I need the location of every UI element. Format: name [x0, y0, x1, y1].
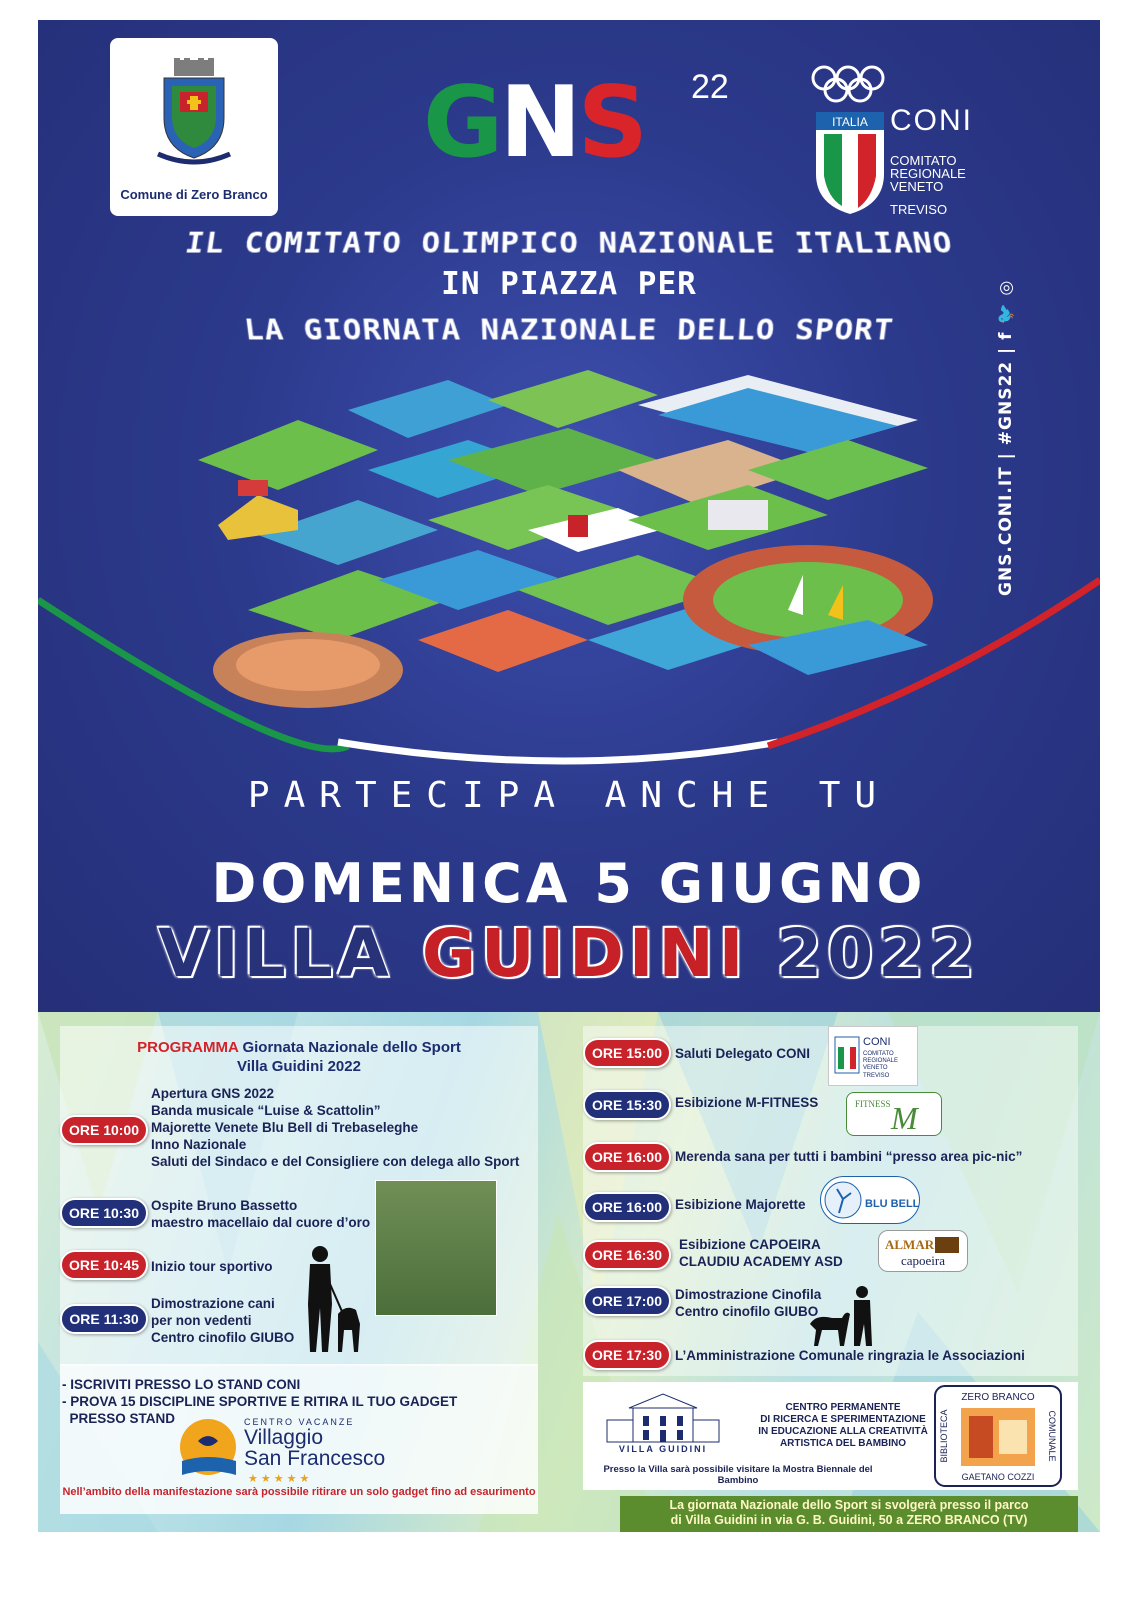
event-item: Dimostrazione cani per non vedenti Centro cinofilo GIUBO: [151, 1296, 295, 1345]
time-pill: ORE 10:30: [60, 1198, 148, 1228]
rating-stars: ★★★★★: [248, 1472, 313, 1485]
time-pill: ORE 17:30: [583, 1340, 671, 1370]
headline-line-1: IL COMITATO OLIMPICO NAZIONALE ITALIANO: [182, 225, 956, 261]
event-item: Ospite Bruno Bassetto maestro macellaio dal cuore d’oro: [151, 1198, 371, 1230]
note-line-1: - ISCRIVITI PRESSO LO STAND CONI: [62, 1377, 301, 1392]
time-pill: ORE 10:45: [60, 1250, 148, 1280]
fitness-logo-icon: [847, 1093, 941, 1135]
biblioteca-logo-icon: [933, 1384, 1063, 1488]
guest-photo: [375, 1180, 497, 1316]
svg-text:COMUNALE: COMUNALE: [1047, 1410, 1057, 1462]
svg-text:BLU BELL: BLU BELL: [865, 1198, 919, 1210]
svg-text:BIBLIOTECA: BIBLIOTECA: [939, 1409, 949, 1463]
headline-line-3: LA GIORNATA NAZIONALE DELLO SPORT: [242, 312, 896, 348]
svg-text:REGIONALE: REGIONALE: [863, 1058, 899, 1064]
villa-centre-card: [583, 1382, 1078, 1490]
event-item: Saluti Delegato CONI: [675, 1046, 811, 1061]
time-pill: ORE 15:00: [583, 1038, 671, 1068]
programme-section: [38, 1012, 1100, 1532]
coni-shield-icon: [829, 1027, 917, 1085]
gns-letter-n: N: [499, 66, 578, 180]
centre-exhibition-note: Presso la Villa sarà possibile visitare la Mostra Biennale del Bambino: [603, 1464, 873, 1486]
svg-text:CONI: CONI: [863, 1036, 891, 1048]
note-line-3: PRESSO STAND: [62, 1411, 176, 1426]
comune-label: Comune di Zero Branco: [120, 187, 268, 202]
sun-logo-icon: [178, 1417, 240, 1487]
venue-part-3: 2022: [776, 915, 980, 992]
event-venue: [38, 915, 1100, 992]
capoeira-logo: [878, 1230, 968, 1272]
location-text: La giornata Nazionale dello Sport si svolgerà presso il parco di Villa Guidini in via G. B. Guidini, 50 a ZERO BRANCO (TV): [669, 1498, 1029, 1527]
event-item: Apertura GNS 2022 Banda musicale “Luise & Scattolin” Majorette Venete Blu Bell di Trebaseleghe Inno Nazionale Saluti del Sindaco e del Consigliere con delega allo Sport: [151, 1086, 520, 1169]
gns-year: 22: [691, 68, 729, 106]
venue-part-1: VILLA: [158, 915, 394, 992]
event-item: Esibizione Majorette: [675, 1197, 806, 1212]
svg-text:COMITATO: COMITATO: [863, 1051, 894, 1057]
time-pill: ORE 10:00: [60, 1115, 148, 1145]
majorette-logo-icon: [821, 1177, 919, 1223]
svg-text:VENETO: VENETO: [863, 1065, 888, 1071]
time-pill: ORE 16:00: [583, 1142, 671, 1172]
time-pill: ORE 16:30: [583, 1240, 671, 1270]
svg-text:capoeira: capoeira: [901, 1253, 946, 1268]
event-item: Esibizione CAPOEIRA CLAUDIU ACADEMY ASD: [679, 1237, 843, 1269]
event-item: Merenda sana per tutti i bambini “presso area pic-nic”: [675, 1149, 1023, 1164]
social-text[interactable]: GNS.CONI.IT | #GNS22 | f 🐦 ◎: [996, 279, 1016, 596]
gns-letter-g: G: [423, 66, 500, 180]
event-item: Inizio tour sportivo: [151, 1259, 273, 1274]
fitness-logo: [846, 1092, 942, 1136]
event-item: L’Amministrazione Comunale ringrazia le Associazioni: [675, 1348, 1025, 1363]
programme-subtitle: Villa Guidini 2022: [237, 1058, 361, 1075]
svg-text:FITNESS: FITNESS: [855, 1099, 891, 1109]
villaggio-small: CENTRO VACANZE: [244, 1417, 355, 1427]
tricolor-swoosh: [38, 490, 1100, 810]
time-pill: ORE 16:00: [583, 1192, 671, 1222]
capoeira-logo-icon: [879, 1231, 967, 1271]
time-pill: ORE 11:30: [60, 1304, 148, 1334]
gns-letter-s: S: [577, 66, 645, 180]
villa-guidini-label: VILLA GUIDINI: [618, 1444, 708, 1454]
programme-title-red: PROGRAMMA: [137, 1039, 239, 1056]
time-pill: ORE 15:30: [583, 1090, 671, 1120]
svg-text:ZERO BRANCO: ZERO BRANCO: [961, 1392, 1035, 1403]
dog-trainer-icon: [806, 1284, 878, 1348]
gns-wordmark: [423, 68, 723, 178]
coni-sub: COMITATO REGIONALE VENETO: [890, 153, 966, 194]
headline-line-2: IN PIAZZA PER: [441, 266, 697, 302]
programme-title: PROGRAMMA Giornata Nazionale dello Sport Villa Guidini 2022: [60, 1038, 538, 1076]
gadget-note: Nell’ambito della manifestazione sarà possibile ritirare un solo gadget fino ad esaurimento: [62, 1486, 536, 1498]
coni-italia-label: ITALIA: [832, 115, 868, 129]
coat-of-arms-icon: [154, 58, 234, 168]
time-pill: ORE 17:00: [583, 1286, 671, 1316]
event-item: Dimostrazione Cinofila Centro cinofilo GIUBO: [675, 1287, 822, 1319]
villaggio-logo: [178, 1417, 468, 1487]
svg-text:GAETANO COZZI: GAETANO COZZI: [961, 1472, 1035, 1482]
coni-province: TREVISO: [890, 202, 948, 217]
call-to-action: PARTECIPA ANCHE TU: [247, 775, 891, 816]
villa-building-icon: [603, 1392, 723, 1444]
comune-logo-card: [110, 38, 278, 216]
venue-part-2: GUIDINI: [421, 915, 749, 992]
note-line-2: - PROVA 15 DISCIPLINE SPORTIVE E RITIRA IL TUO GADGET: [62, 1394, 458, 1409]
svg-text:ALMAR: ALMAR: [885, 1237, 935, 1252]
coni-small-logo: [828, 1026, 918, 1086]
coni-logo: [810, 64, 1030, 239]
hero-panel: [38, 20, 1100, 1032]
event-date: DOMENICA 5 GIUGNO: [211, 852, 927, 915]
coni-name: CONI: [890, 104, 973, 137]
villaggio-name: Villaggio San Francesco: [244, 1426, 386, 1470]
gns-logo: [423, 66, 729, 180]
guide-dog-icon: [298, 1244, 368, 1354]
centre-description: CENTRO PERMANENTE DI RICERCA E SPERIMENTAZIONE IN EDUCAZIONE ALLA CREATIVITÀ ARTISTICA DEL BAMBINO: [758, 1402, 928, 1449]
svg-text:TREVISO: TREVISO: [863, 1073, 890, 1079]
blubell-logo: [820, 1176, 920, 1224]
olympic-rings-icon: [810, 64, 890, 239]
event-item: Esibizione M-FITNESS: [675, 1095, 819, 1110]
svg-text:M: M: [891, 1100, 918, 1135]
